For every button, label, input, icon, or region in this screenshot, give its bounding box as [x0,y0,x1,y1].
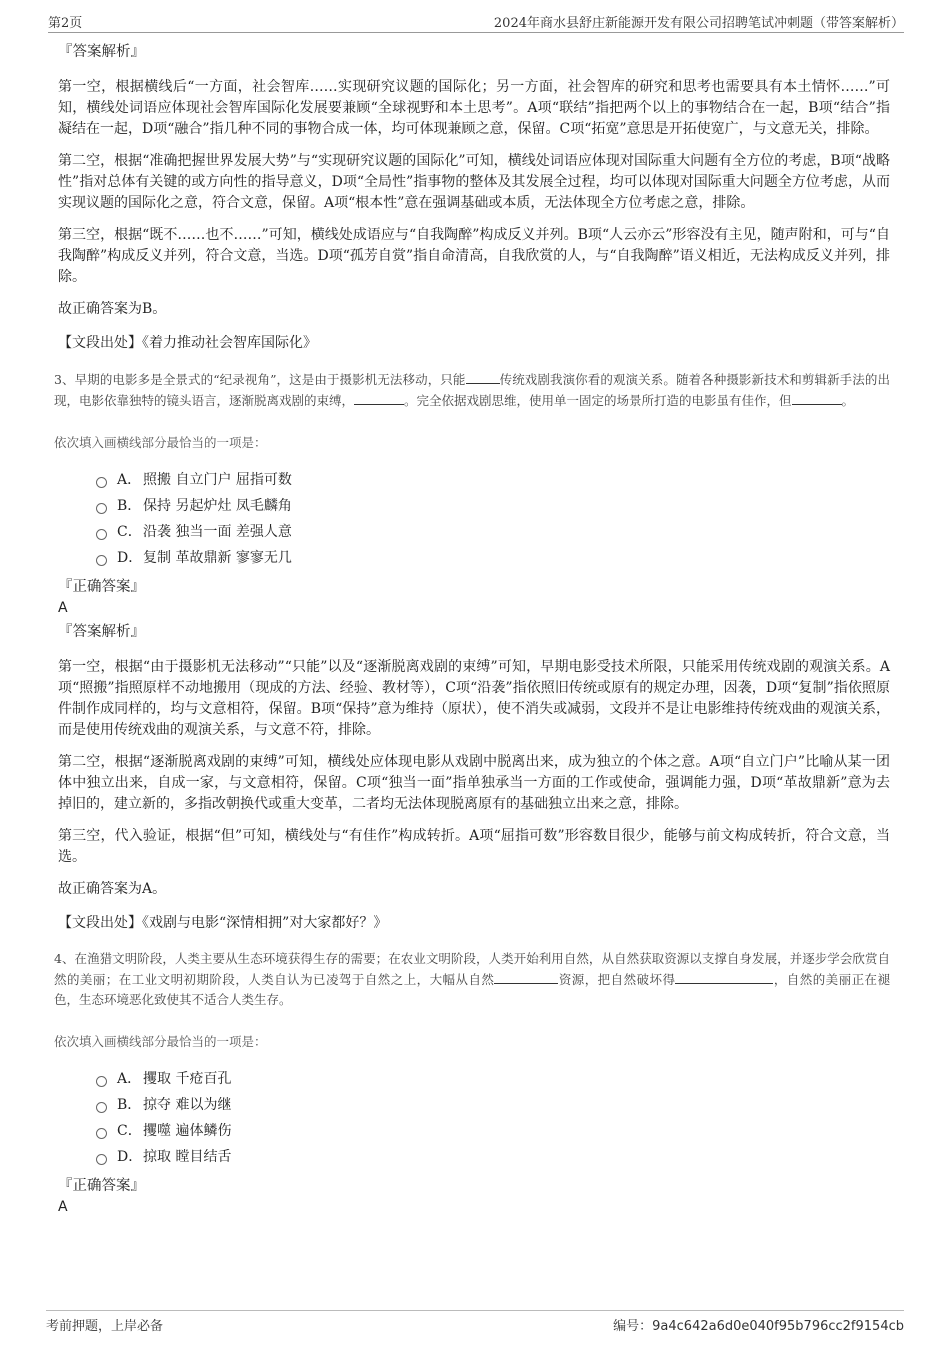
radio-icon[interactable] [96,503,107,514]
q2-analysis-label: 『答案解析』 [58,44,145,60]
footer-slogan: 考前押题，上岸必备 [46,1319,164,1334]
document-code: 编号：9a4c642a6d0e040f95b796cc2f9154cb [613,1319,904,1334]
blank [792,390,842,405]
q4-option-c[interactable]: C． 攫噬 遍体鳞伤 [96,1118,890,1144]
q3-question-text: 3、早期的电影多是全景式的“纪录视角”，这是由于摄影机无法移动，只能 传统戏剧我演你看的观演关系。随着各种摄影新技术和剪辑新手法的出现，电影依靠独特的镜头语言，逐渐脱离戏剧的束缚， 。完全依据戏剧思维，使用单一固定的场景所打造的电影虽有佳作，但 。 [54,369,890,411]
radio-icon[interactable] [96,1128,107,1139]
q2-analysis-paragraph: 第二空，根据“准确把握世界发展大势”与“实现研究议题的国际化”可知，横线处词语应体现对国际重大问题有全方位的考虑，B项“战略性”指对总体有关键的或方向性的指导意义，D项“全局性”指事物的整体及其发展全过程，均可以体现对国际重大问题全方位考虑，从而实现议题的国际化之意，符合文意，保留。A项“根本性”意在强调基础或本质，无法体现全方位考虑之意，排除。 [58,153,890,211]
document-title: 2024年商水县舒庄新能源开发有限公司招聘笔试冲刺题（带答案解析） [493,16,904,31]
q4-answer: A [58,1199,68,1215]
q4-options [96,1066,890,1170]
q3-answer: A [58,600,68,616]
page-footer [46,1310,904,1334]
blank [494,969,558,984]
radio-icon[interactable] [96,477,107,488]
q3-analysis-paragraph: 第三空，代入验证，根据“但”可知，横线处与“有佳作”构成转折。A项“屈指可数”形容数目很少，能够与前文构成转折，符合文意，当选。 [58,828,890,865]
radio-icon[interactable] [96,555,107,566]
q3-analysis-paragraph: 第二空，根据“逐渐脱离戏剧的束缚”可知，横线处应体现电影从戏剧中脱离出来，成为独立的个体之意。A项“自立门户”比喻从某一团体中独立出来，自成一家，与文意相符，保留。C项“独当一面”指单独承当一方面的工作或使命，强调能力强，D项“革故鼎新”意为去掉旧的，建立新的，多指改朝换代或重大变革，二者均无法体现脱离原有的基础独立出来之意，排除。 [58,754,890,812]
radio-icon[interactable] [96,1076,107,1087]
radio-icon[interactable] [96,529,107,540]
q4-question-text: 4、在渔猎文明阶段，人类主要从生态环境获得生存的需要；在农业文明阶段，人类开始利用自然，从自然获取资源以支撑自身发展，并逐步学会欣赏自然的美丽；在工业文明初期阶段，人类自认为已凌驾于自然之上，大幅从自然 资源，把自然破坏得 ，自然的美丽正在褪色，生态环境恶化致使其不适合人类生存。 [54,951,890,1007]
blank [466,369,500,384]
q3-options [96,467,890,571]
radio-icon[interactable] [96,1102,107,1113]
q3-source: 【文段出处】《戏剧与电影“深情相拥”对大家都好？》 [58,915,388,931]
q4-prompt: 依次填入画横线部分最恰当的一项是： [54,1034,267,1049]
q3-prompt: 依次填入画横线部分最恰当的一项是： [54,435,267,450]
q3-option-c[interactable]: C． 沿袭 独当一面 差强人意 [96,519,890,545]
blank [675,969,773,984]
q2-analysis-paragraph: 第三空，根据“既不……也不……”可知，横线处成语应与“自我陶醉”构成反义并列。B项“人云亦云”形容没有主见，随声附和，可与“自我陶醉”构成反义并列，符合文意，当选。D项“孤芳自赏”指自命清高，自我欣赏的人，与“自我陶醉”语义相近，无法构成反义并列，排除。 [58,227,890,285]
q3-option-a[interactable]: A． 照搬 自立门户 屈指可数 [96,467,890,493]
q2-source: 【文段出处】《着力推动社会智库国际化》 [58,335,317,351]
q2-analysis-paragraph: 第一空，根据横线后“一方面，社会智库……实现研究议题的国际化；另一方面，社会智库的研究和思考也需要具有本土情怀……”可知，横线处词语应体现社会智库国际化发展要兼顾“全球视野和本土思考”。A项“联结”指把两个以上的事物结合在一起，B项“结合”指凝结在一起，D项“融合”指几种不同的事物合成一体，均可体现兼顾之意，保留。C项“拓宽”意思是开拓使宽广，与文意无关，排除。 [58,79,890,137]
q4-option-b[interactable]: B． 掠夺 难以为继 [96,1092,890,1118]
q4-answer-label: 『正确答案』 [58,1178,145,1194]
q3-answer-label: 『正确答案』 [58,579,145,595]
q3-option-d[interactable]: D． 复制 革故鼎新 寥寥无几 [96,545,890,571]
blank [354,390,404,405]
q3-option-b[interactable]: B． 保持 另起炉灶 凤毛麟角 [96,493,890,519]
page-header [48,12,904,33]
q4-option-d[interactable]: D． 掠取 瞠目结舌 [96,1144,890,1170]
q3-conclusion: 故正确答案为A。 [58,881,167,897]
q3-analysis-label: 『答案解析』 [58,624,145,640]
page-content [54,40,890,1217]
q2-conclusion: 故正确答案为B。 [58,301,167,317]
page-number: 第2页 [48,16,83,31]
q4-option-a[interactable]: A． 攫取 千疮百孔 [96,1066,890,1092]
radio-icon[interactable] [96,1154,107,1165]
q3-analysis-paragraph: 第一空，根据“由于摄影机无法移动”“只能”以及“逐渐脱离戏剧的束缚”可知，早期电影受技术所限，只能采用传统戏剧的观演关系。A项“照搬”指照原样不动地搬用（现成的方法、经验、教材等），C项“沿袭”指依照旧传统或原有的规定办理，因袭，D项“复制”指依照原件制作成同样的，均与文意相符，保留。B项“保持”意为维持（原状），使不消失或减弱，文段并不是让电影维持传统戏曲的观演关系，而是使用传统戏曲的观演关系，与文意不符，排除。 [58,659,890,738]
